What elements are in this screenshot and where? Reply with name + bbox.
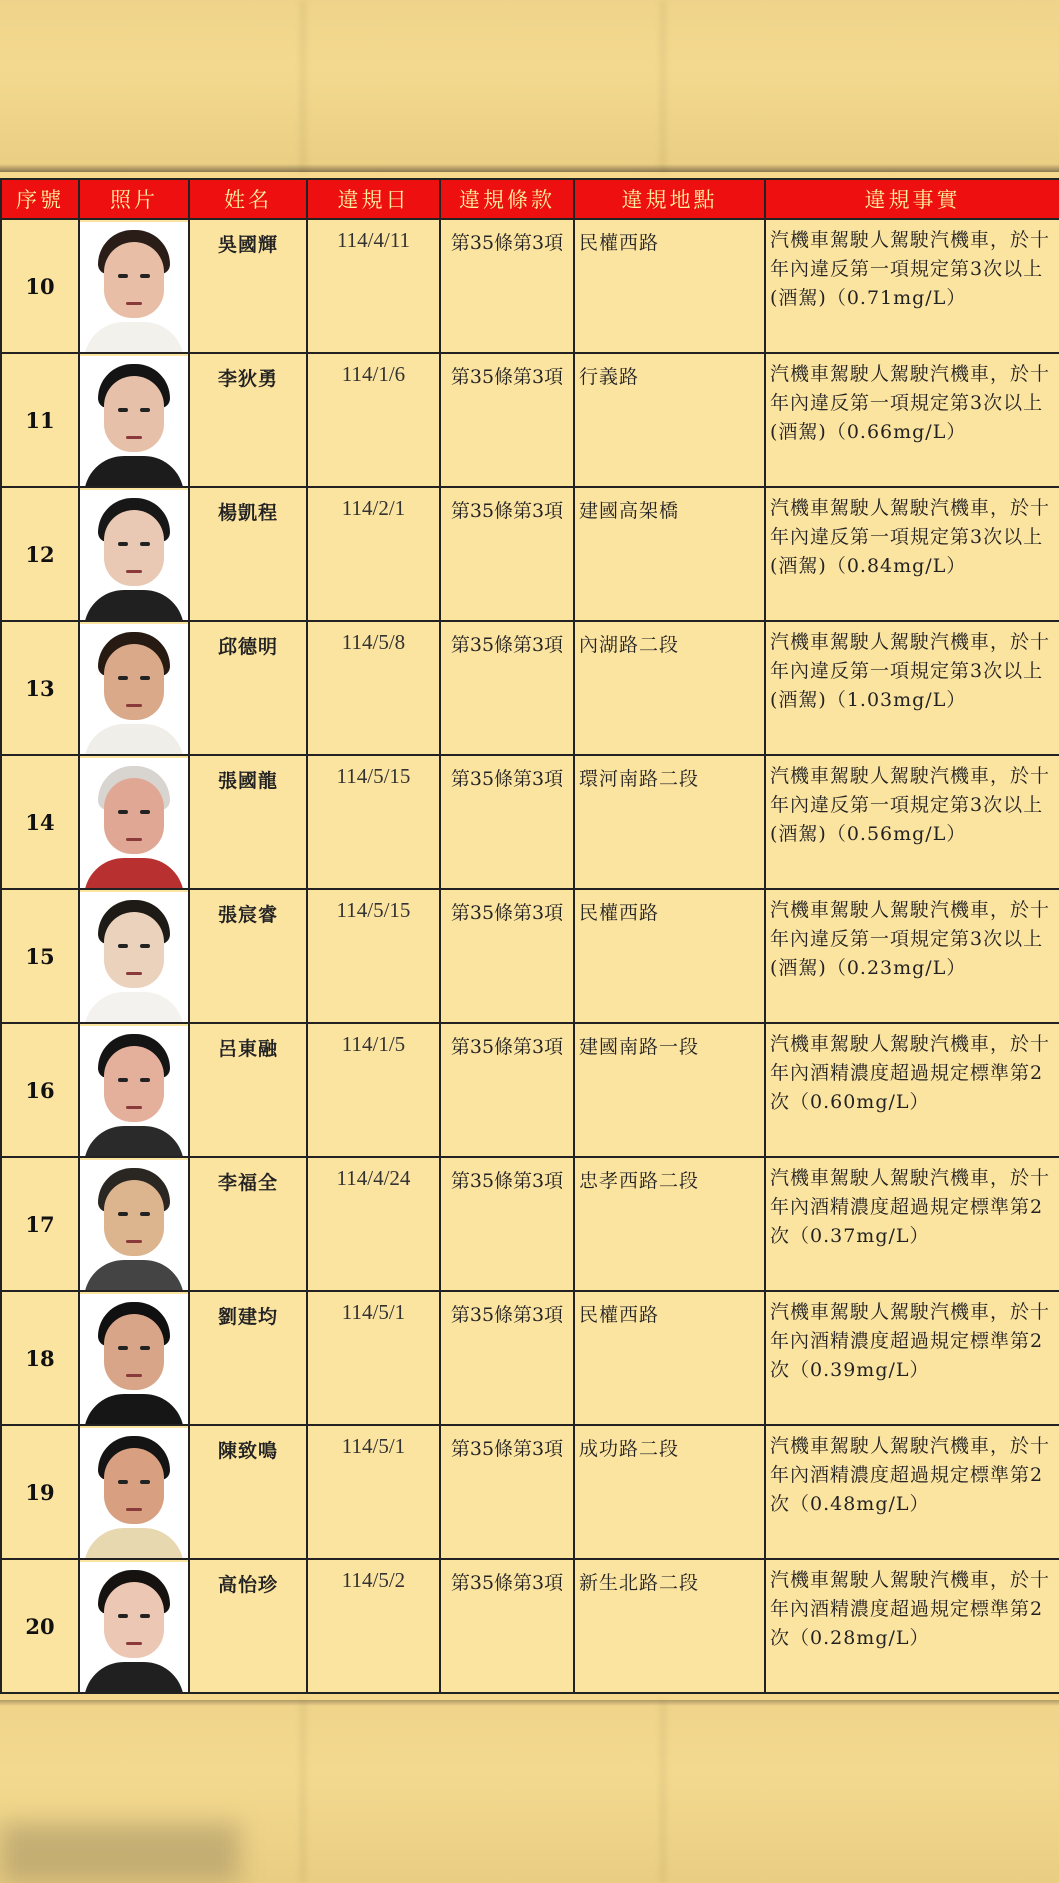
photo-cell	[79, 219, 189, 353]
blurred-background-bottom	[0, 1700, 1059, 1883]
person-name: 李福全	[189, 1157, 307, 1291]
table-row	[1, 1291, 1059, 1425]
violation-fact: 汽機車駕駛人駕駛汽機車，於十年內違反第一項規定第3次以上(酒駕)（1.03mg/L）	[765, 621, 1059, 755]
col-header-article: 違規條款	[440, 179, 574, 219]
table-row	[1, 219, 1059, 353]
violation-article: 第35條第3項	[440, 1425, 574, 1559]
person-photo-icon	[80, 1026, 188, 1156]
violation-fact: 汽機車駕駛人駕駛汽機車，於十年內違反第一項規定第3次以上(酒駕)（0.56mg/L）	[765, 755, 1059, 889]
violation-table	[0, 178, 1059, 1694]
violation-location: 民權西路	[574, 219, 765, 353]
row-number: 12	[1, 487, 79, 621]
violation-fact: 汽機車駕駛人駕駛汽機車，於十年內酒精濃度超過規定標準第2次（0.28mg/L）	[765, 1559, 1059, 1693]
violation-location: 環河南路二段	[574, 755, 765, 889]
violation-date: 114/5/2	[307, 1559, 440, 1693]
photo-cell	[79, 1425, 189, 1559]
violation-article: 第35條第3項	[440, 889, 574, 1023]
person-name: 邱德明	[189, 621, 307, 755]
row-number: 11	[1, 353, 79, 487]
violation-fact: 汽機車駕駛人駕駛汽機車，於十年內違反第一項規定第3次以上(酒駕)（0.66mg/L）	[765, 353, 1059, 487]
person-photo-icon	[80, 1160, 188, 1290]
violation-date: 114/5/15	[307, 889, 440, 1023]
person-name: 劉建均	[189, 1291, 307, 1425]
table-row	[1, 353, 1059, 487]
violation-date: 114/5/15	[307, 755, 440, 889]
photo-cell	[79, 889, 189, 1023]
row-number: 19	[1, 1425, 79, 1559]
violation-location: 新生北路二段	[574, 1559, 765, 1693]
person-name: 張宸睿	[189, 889, 307, 1023]
person-photo-icon	[80, 490, 188, 620]
violation-fact: 汽機車駕駛人駕駛汽機車，於十年內酒精濃度超過規定標準第2次（0.39mg/L）	[765, 1291, 1059, 1425]
person-name: 吳國輝	[189, 219, 307, 353]
person-photo-icon	[80, 1562, 188, 1692]
col-header-number: 序號	[1, 179, 79, 219]
violation-article: 第35條第3項	[440, 1023, 574, 1157]
violation-fact: 汽機車駕駛人駕駛汽機車，於十年內違反第一項規定第3次以上(酒駕)（0.23mg/L）	[765, 889, 1059, 1023]
person-photo-icon	[80, 222, 188, 352]
table-header	[1, 179, 1059, 219]
violation-article: 第35條第3項	[440, 353, 574, 487]
col-header-photo: 照片	[79, 179, 189, 219]
violation-location: 內湖路二段	[574, 621, 765, 755]
col-header-date: 違規日	[307, 179, 440, 219]
violation-date: 114/5/1	[307, 1425, 440, 1559]
photo-cell	[79, 1157, 189, 1291]
violation-fact: 汽機車駕駛人駕駛汽機車，於十年內酒精濃度超過規定標準第2次（0.37mg/L）	[765, 1157, 1059, 1291]
row-number: 13	[1, 621, 79, 755]
person-photo-icon	[80, 1294, 188, 1424]
violation-fact: 汽機車駕駛人駕駛汽機車，於十年內酒精濃度超過規定標準第2次（0.48mg/L）	[765, 1425, 1059, 1559]
violation-location: 成功路二段	[574, 1425, 765, 1559]
violation-article: 第35條第3項	[440, 487, 574, 621]
violation-date: 114/2/1	[307, 487, 440, 621]
table-row	[1, 889, 1059, 1023]
col-header-location: 違規地點	[574, 179, 765, 219]
violation-article: 第35條第3項	[440, 1291, 574, 1425]
violation-location: 建國高架橋	[574, 487, 765, 621]
row-number: 20	[1, 1559, 79, 1693]
photo-cell	[79, 1291, 189, 1425]
violation-fact: 汽機車駕駛人駕駛汽機車，於十年內違反第一項規定第3次以上(酒駕)（0.71mg/L）	[765, 219, 1059, 353]
person-photo-icon	[80, 624, 188, 754]
violation-article: 第35條第3項	[440, 621, 574, 755]
table-row	[1, 1559, 1059, 1693]
violation-date: 114/5/8	[307, 621, 440, 755]
row-number: 15	[1, 889, 79, 1023]
row-number: 14	[1, 755, 79, 889]
person-photo-icon	[80, 758, 188, 888]
photo-cell	[79, 487, 189, 621]
person-name: 高怡珍	[189, 1559, 307, 1693]
photo-cell	[79, 755, 189, 889]
person-name: 李狄勇	[189, 353, 307, 487]
photo-cell	[79, 1559, 189, 1693]
photo-cell	[79, 353, 189, 487]
col-header-name: 姓名	[189, 179, 307, 219]
table-row	[1, 1425, 1059, 1559]
violation-fact: 汽機車駕駛人駕駛汽機車，於十年內違反第一項規定第3次以上(酒駕)（0.84mg/L）	[765, 487, 1059, 621]
violation-date: 114/1/6	[307, 353, 440, 487]
table-row	[1, 621, 1059, 755]
violation-article: 第35條第3項	[440, 1559, 574, 1693]
violation-date: 114/4/24	[307, 1157, 440, 1291]
row-number: 18	[1, 1291, 79, 1425]
violation-article: 第35條第3項	[440, 755, 574, 889]
violation-article: 第35條第3項	[440, 1157, 574, 1291]
person-name: 呂東融	[189, 1023, 307, 1157]
table-row	[1, 487, 1059, 621]
person-name: 張國龍	[189, 755, 307, 889]
violation-location: 建國南路一段	[574, 1023, 765, 1157]
person-photo-icon	[80, 892, 188, 1022]
blurred-background-top	[0, 0, 1059, 172]
violation-location: 忠孝西路二段	[574, 1157, 765, 1291]
col-header-fact: 違規事實	[765, 179, 1059, 219]
person-name: 陳致鳴	[189, 1425, 307, 1559]
row-number: 16	[1, 1023, 79, 1157]
person-photo-icon	[80, 1428, 188, 1558]
violation-date: 114/4/11	[307, 219, 440, 353]
person-name: 楊凱程	[189, 487, 307, 621]
table-body	[1, 219, 1059, 1693]
violation-location: 民權西路	[574, 889, 765, 1023]
violation-date: 114/5/1	[307, 1291, 440, 1425]
table-row	[1, 1157, 1059, 1291]
violation-date: 114/1/5	[307, 1023, 440, 1157]
violation-article: 第35條第3項	[440, 219, 574, 353]
person-photo-icon	[80, 356, 188, 486]
table-row	[1, 755, 1059, 889]
row-number: 17	[1, 1157, 79, 1291]
violation-location: 行義路	[574, 353, 765, 487]
violation-location: 民權西路	[574, 1291, 765, 1425]
photo-cell	[79, 621, 189, 755]
row-number: 10	[1, 219, 79, 353]
table-row	[1, 1023, 1059, 1157]
photo-cell	[79, 1023, 189, 1157]
violation-fact: 汽機車駕駛人駕駛汽機車，於十年內酒精濃度超過規定標準第2次（0.60mg/L）	[765, 1023, 1059, 1157]
